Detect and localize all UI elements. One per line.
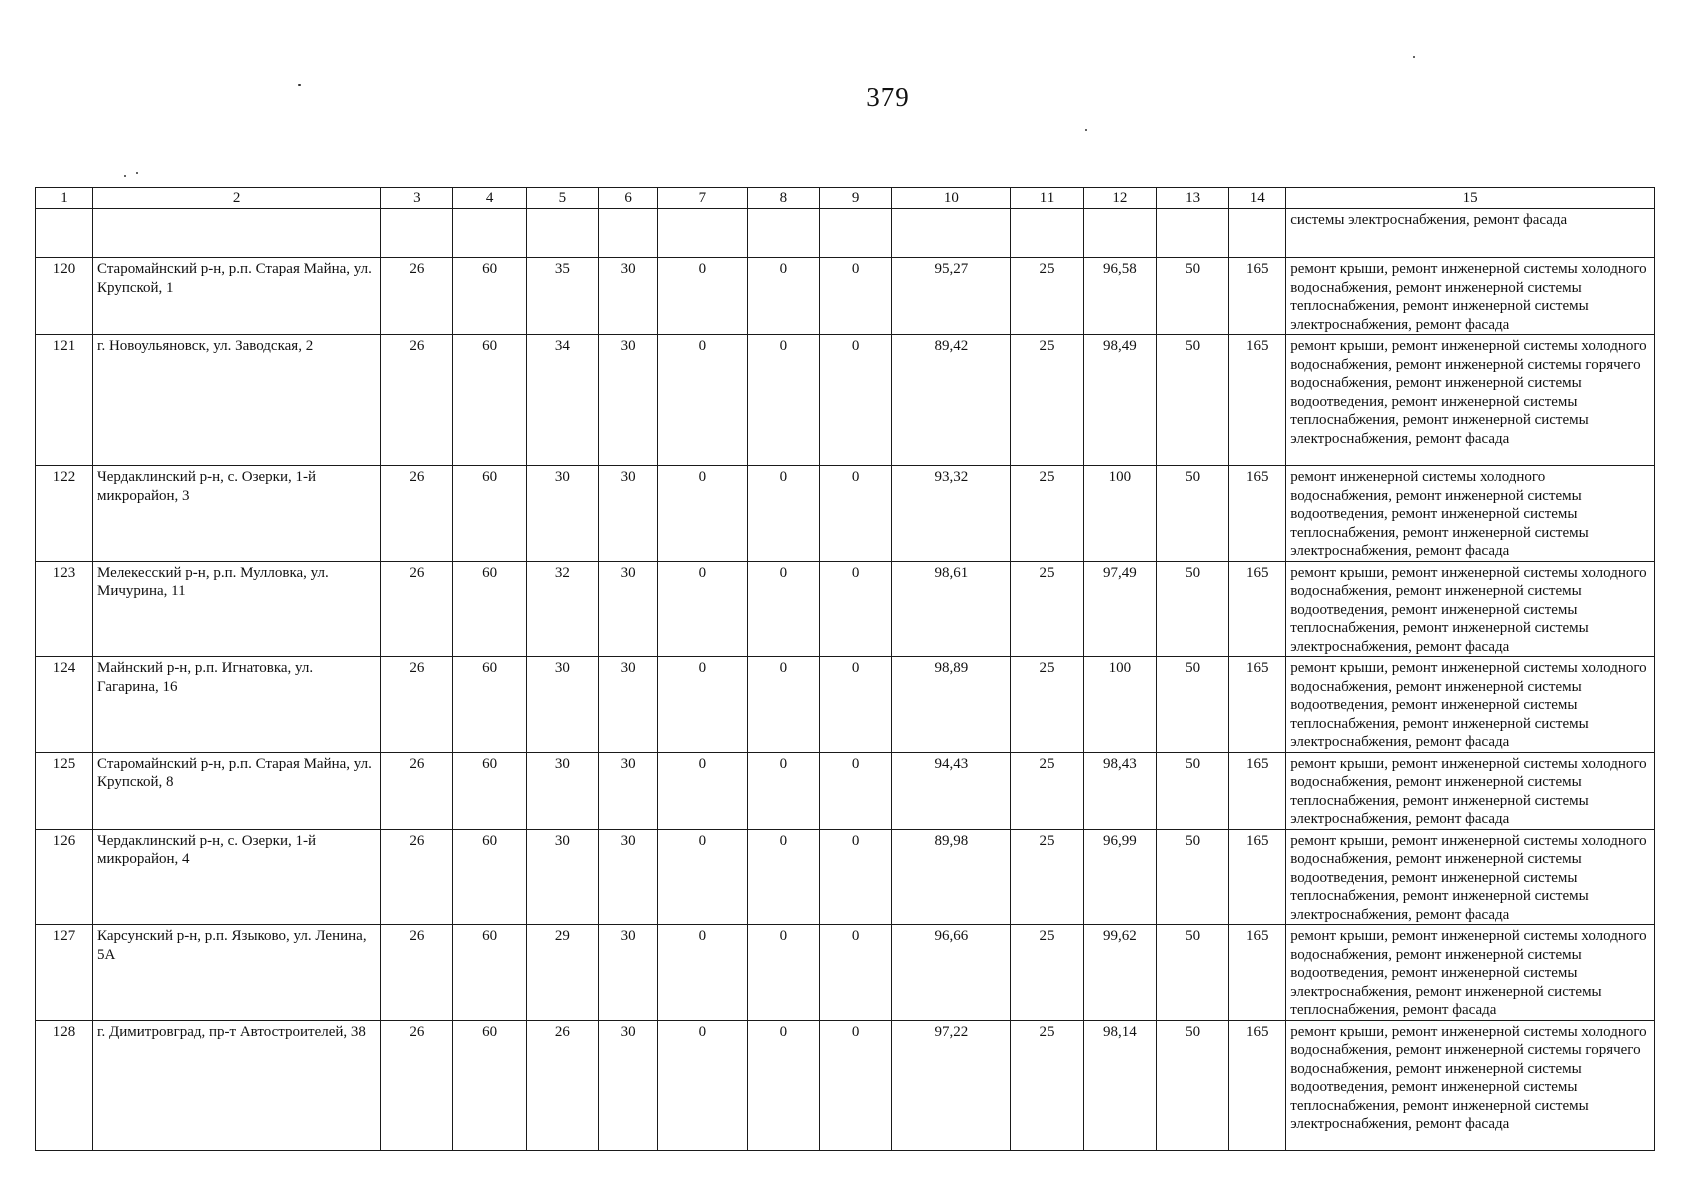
value-cell: 26 [381,258,453,335]
works-cell: ремонт крыши, ремонт инженерной системы холодного водоснабжения, ремонт инженерной системы горячего водоснабжения, ремонт инженерной системы водоотведения, ремонт инженерной системы теплоснабжения, ремонт инженерной системы электроснабжения, ремонт фасада [1286,335,1655,466]
table-row [36,829,1655,925]
value-cell: 25 [1011,829,1083,925]
value-cell: 165 [1229,925,1286,1021]
value-cell: 99,62 [1083,925,1156,1021]
value-cell: 50 [1156,466,1228,562]
value-cell: 0 [658,752,748,829]
works-cell: ремонт крыши, ремонт инженерной системы холодного водоснабжения, ремонт инженерной системы водоотведения, ремонт инженерной системы теплоснабжения, ремонт инженерной системы электроснабжения, ремонт фасада [1286,657,1655,753]
column-header: 2 [93,188,381,209]
value-cell: 165 [1229,335,1286,466]
value-cell: 30 [526,657,598,753]
value-cell: 35 [526,258,598,335]
value-cell: 25 [1011,258,1083,335]
value-cell: 0 [819,752,891,829]
value-cell: 0 [747,657,819,753]
value-cell: 60 [453,752,526,829]
value-cell: 96,66 [892,925,1011,1021]
column-header: 8 [747,188,819,209]
value-cell: 30 [599,752,658,829]
value-cell: 0 [819,657,891,753]
table-row [36,335,1655,466]
address-cell: Старомайнский р-н, р.п. Старая Майна, ул. Крупской, 1 [93,258,381,335]
address-cell: г. Димитровград, пр-т Автостроителей, 38 [93,1020,381,1150]
value-cell: 165 [1229,561,1286,657]
value-cell: 0 [819,561,891,657]
value-cell: 60 [453,561,526,657]
value-cell: 50 [1156,561,1228,657]
value-cell: 30 [526,829,598,925]
value-cell: 60 [453,258,526,335]
value-cell: 94,43 [892,752,1011,829]
buildings-table [35,187,1655,1151]
value-cell: 25 [1011,657,1083,753]
address-cell: Чердаклинский р-н, с. Озерки, 1-й микрорайон, 3 [93,466,381,562]
value-cell: 50 [1156,829,1228,925]
address-cell: Мелекесский р-н, р.п. Мулловка, ул. Мичурина, 11 [93,561,381,657]
column-header: 5 [526,188,598,209]
value-cell: 96,99 [1083,829,1156,925]
value-cell: 60 [453,1020,526,1150]
value-cell: 25 [1011,925,1083,1021]
value-cell: 0 [747,466,819,562]
value-cell: 0 [819,925,891,1021]
scan-speck [1413,56,1415,58]
table-row [36,925,1655,1021]
value-cell: 0 [819,258,891,335]
scan-speck [1085,129,1087,131]
value-cell: 89,42 [892,335,1011,466]
continuation-works-cell: системы электроснабжения, ремонт фасада [1286,209,1655,258]
value-cell: 0 [658,561,748,657]
row-number: 126 [36,829,93,925]
value-cell: 26 [381,829,453,925]
works-cell: ремонт крыши, ремонт инженерной системы холодного водоснабжения, ремонт инженерной системы водоотведения, ремонт инженерной системы теплоснабжения, ремонт инженерной системы электроснабжения, ремонт фасада [1286,561,1655,657]
column-numbers-row [36,188,1655,209]
value-cell: 50 [1156,752,1228,829]
value-cell: 0 [747,752,819,829]
value-cell: 26 [381,657,453,753]
value-cell: 25 [1011,466,1083,562]
value-cell: 26 [381,925,453,1021]
works-cell: ремонт крыши, ремонт инженерной системы холодного водоснабжения, ремонт инженерной системы теплоснабжения, ремонт инженерной системы электроснабжения, ремонт фасада [1286,752,1655,829]
value-cell: 165 [1229,752,1286,829]
row-number: 125 [36,752,93,829]
column-header: 12 [1083,188,1156,209]
table-row [36,466,1655,562]
address-cell: Чердаклинский р-н, с. Озерки, 1-й микрорайон, 4 [93,829,381,925]
value-cell: 98,61 [892,561,1011,657]
value-cell: 0 [658,829,748,925]
value-cell: 0 [658,657,748,753]
column-header: 15 [1286,188,1655,209]
column-header: 9 [819,188,891,209]
value-cell: 97,49 [1083,561,1156,657]
value-cell: 25 [1011,561,1083,657]
column-header: 7 [658,188,748,209]
value-cell: 50 [1156,925,1228,1021]
works-cell: ремонт крыши, ремонт инженерной системы холодного водоснабжения, ремонт инженерной системы водоотведения, ремонт инженерной системы теплоснабжения, ремонт инженерной системы электроснабжения, ремонт фасада [1286,829,1655,925]
value-cell: 0 [747,258,819,335]
continuation-row [36,209,1655,258]
value-cell: 26 [381,466,453,562]
value-cell: 95,27 [892,258,1011,335]
value-cell: 26 [381,335,453,466]
value-cell: 165 [1229,1020,1286,1150]
value-cell: 26 [381,752,453,829]
column-header: 1 [36,188,93,209]
value-cell: 0 [819,1020,891,1150]
value-cell: 98,14 [1083,1020,1156,1150]
value-cell: 165 [1229,829,1286,925]
works-cell: ремонт крыши, ремонт инженерной системы холодного водоснабжения, ремонт инженерной системы водоотведения, ремонт инженерной системы электроснабжения, ремонт инженерной системы теплоснабжения, ремонт фасада [1286,925,1655,1021]
row-number: 127 [36,925,93,1021]
value-cell: 30 [599,1020,658,1150]
value-cell: 89,98 [892,829,1011,925]
column-header: 3 [381,188,453,209]
value-cell: 0 [658,466,748,562]
value-cell: 165 [1229,657,1286,753]
value-cell: 50 [1156,258,1228,335]
value-cell: 60 [453,466,526,562]
row-number: 120 [36,258,93,335]
value-cell: 0 [658,258,748,335]
value-cell: 98,49 [1083,335,1156,466]
column-header: 11 [1011,188,1083,209]
table-row [36,258,1655,335]
value-cell: 0 [819,466,891,562]
value-cell: 30 [526,466,598,562]
page-number: 379 [866,82,910,112]
row-number: 128 [36,1020,93,1150]
value-cell: 100 [1083,657,1156,753]
value-cell: 165 [1229,258,1286,335]
address-cell: Майнский р-н, р.п. Игнатовка, ул. Гагарина, 16 [93,657,381,753]
row-number: 122 [36,466,93,562]
value-cell: 25 [1011,1020,1083,1150]
row-number: 123 [36,561,93,657]
value-cell: 30 [599,466,658,562]
value-cell: 32 [526,561,598,657]
value-cell: 25 [1011,752,1083,829]
scan-speck [136,172,138,174]
table-row [36,1020,1655,1150]
value-cell: 30 [526,752,598,829]
value-cell: 26 [526,1020,598,1150]
value-cell: 0 [747,561,819,657]
value-cell: 50 [1156,657,1228,753]
value-cell: 0 [658,1020,748,1150]
value-cell: 25 [1011,335,1083,466]
scan-speck [124,175,126,177]
column-header: 10 [892,188,1011,209]
value-cell: 60 [453,657,526,753]
table-row [36,657,1655,753]
row-number: 121 [36,335,93,466]
column-header: 4 [453,188,526,209]
works-cell: ремонт крыши, ремонт инженерной системы холодного водоснабжения, ремонт инженерной системы горячего водоснабжения, ремонт инженерной системы водоотведения, ремонт инженерной системы теплоснабжения, ремонт инженерной системы электроснабжения, ремонт фасада [1286,1020,1655,1150]
works-cell: ремонт инженерной системы холодного водоснабжения, ремонт инженерной системы водоотведения, ремонт инженерной системы теплоснабжения, ремонт инженерной системы электроснабжения, ремонт фасада [1286,466,1655,562]
row-number: 124 [36,657,93,753]
table-row [36,752,1655,829]
address-cell: Карсунский р-н, р.п. Языково, ул. Ленина, 5А [93,925,381,1021]
value-cell: 0 [747,1020,819,1150]
value-cell: 50 [1156,335,1228,466]
works-cell: ремонт крыши, ремонт инженерной системы холодного водоснабжения, ремонт инженерной системы теплоснабжения, ремонт инженерной системы электроснабжения, ремонт фасада [1286,258,1655,335]
value-cell: 34 [526,335,598,466]
value-cell: 26 [381,1020,453,1150]
table-row [36,561,1655,657]
value-cell: 100 [1083,466,1156,562]
value-cell: 0 [658,335,748,466]
value-cell: 50 [1156,1020,1228,1150]
value-cell: 60 [453,829,526,925]
value-cell: 97,22 [892,1020,1011,1150]
value-cell: 30 [599,829,658,925]
column-header: 14 [1229,188,1286,209]
value-cell: 30 [599,561,658,657]
value-cell: 29 [526,925,598,1021]
address-cell: Старомайнский р-н, р.п. Старая Майна, ул. Крупской, 8 [93,752,381,829]
scan-speck [298,84,301,86]
value-cell: 30 [599,925,658,1021]
value-cell: 0 [747,925,819,1021]
value-cell: 30 [599,657,658,753]
value-cell: 0 [819,829,891,925]
value-cell: 26 [381,561,453,657]
value-cell: 93,32 [892,466,1011,562]
value-cell: 60 [453,335,526,466]
address-cell: г. Новоульяновск, ул. Заводская, 2 [93,335,381,466]
value-cell: 98,43 [1083,752,1156,829]
value-cell: 0 [819,335,891,466]
value-cell: 0 [658,925,748,1021]
value-cell: 60 [453,925,526,1021]
value-cell: 98,89 [892,657,1011,753]
value-cell: 96,58 [1083,258,1156,335]
value-cell: 165 [1229,466,1286,562]
value-cell: 0 [747,335,819,466]
value-cell: 30 [599,335,658,466]
value-cell: 0 [747,829,819,925]
column-header: 13 [1156,188,1228,209]
value-cell: 30 [599,258,658,335]
column-header: 6 [599,188,658,209]
